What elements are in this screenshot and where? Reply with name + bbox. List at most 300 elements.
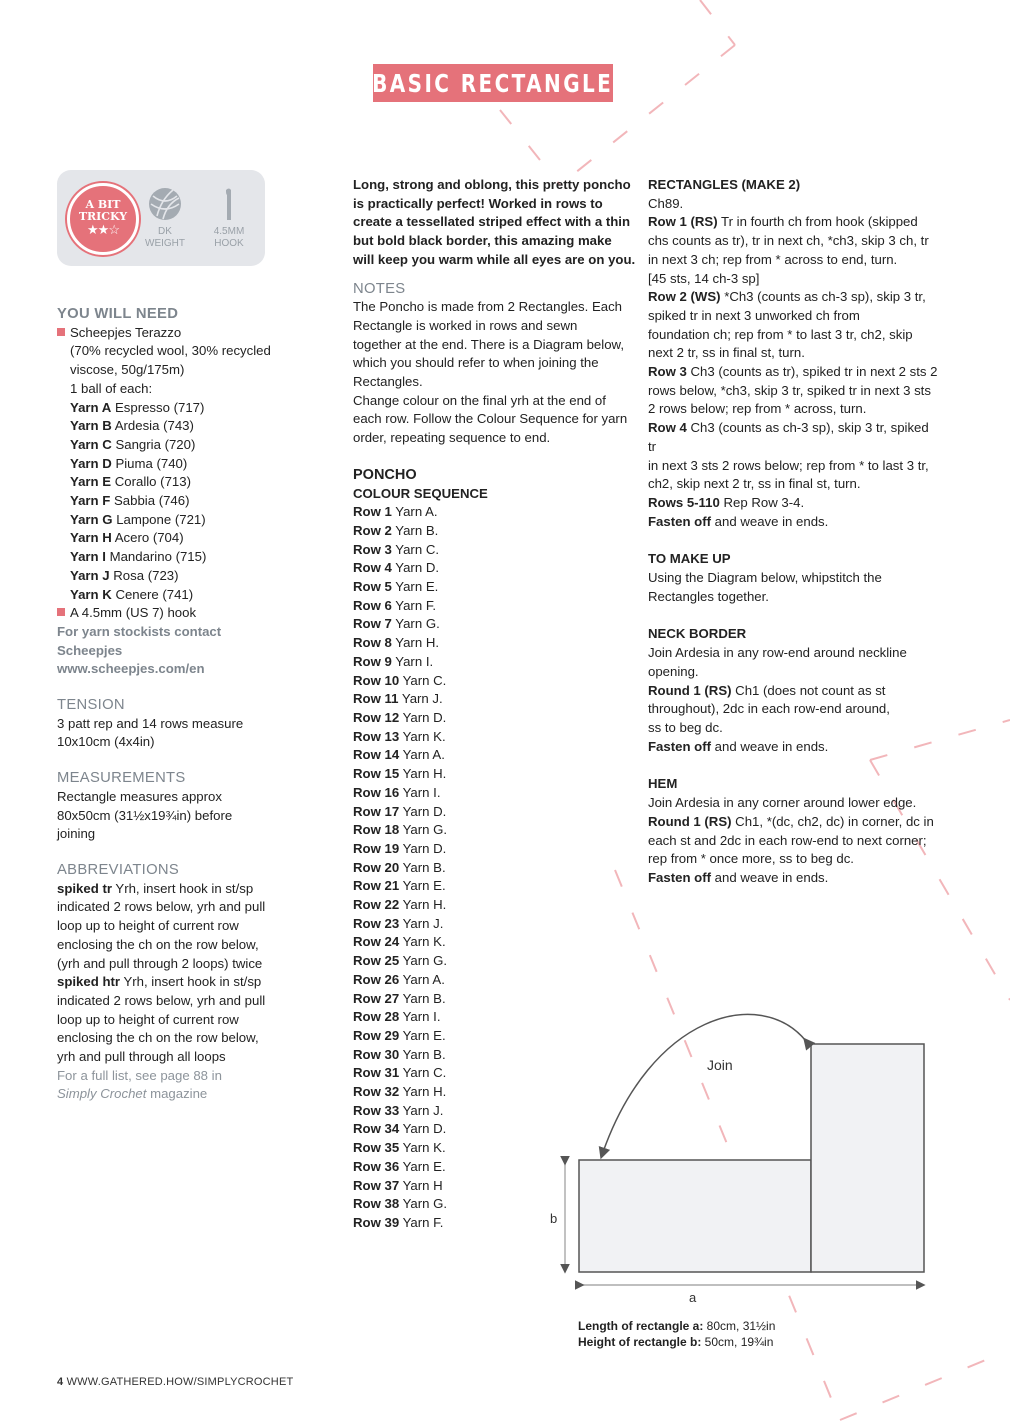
row-number: Row 26 — [353, 971, 400, 987]
row-number: Row 23 — [353, 915, 400, 931]
abbreviation-line-text: loop up to height of current row — [57, 918, 239, 934]
rectangles-line — [648, 195, 938, 214]
diagram-caption — [578, 1318, 775, 1350]
abbreviation-line — [57, 880, 297, 899]
yarn-letter: Yarn H — [70, 530, 112, 546]
row-number: Row 2 — [353, 522, 392, 538]
colour-sequence-row — [353, 522, 638, 541]
colour-sequence-row — [353, 859, 638, 878]
row-number: Row 16 — [353, 784, 400, 800]
neck-border-line — [648, 738, 938, 757]
row-number: Row 11 — [353, 691, 399, 707]
yarn-colour: Espresso (717) — [114, 399, 205, 415]
colour-sequence-heading: COLOUR SEQUENCE — [353, 485, 488, 501]
yarn-letter: Yarn A — [70, 399, 112, 415]
abbreviation-line-text: indicated 2 rows below, yrh and pull — [57, 899, 266, 915]
colour-sequence-row — [353, 952, 638, 971]
yarn-letter: Yarn I — [70, 549, 106, 565]
abbreviation-line-text: Yrh, insert hook in st/sp — [120, 974, 262, 990]
yarn-list-item — [57, 529, 297, 548]
rectangles-line-text: in next 3 sts 2 rows below; rep from * to last 3 tr, — [648, 457, 929, 473]
skill-line1: A BIT — [85, 198, 121, 211]
row-number: Row 30 — [353, 1046, 400, 1062]
poncho-heading: PONCHO — [353, 466, 417, 483]
yarn-list-item — [57, 511, 297, 530]
abbreviation-line — [57, 1029, 297, 1048]
row-yarn: Yarn D. — [395, 560, 440, 576]
page-footer — [57, 1376, 293, 1388]
height-label: Height of rectangle b: — [578, 1335, 702, 1349]
intro-line: create a tessellated striped effect with a thin — [353, 214, 631, 230]
row-number: Row 39 — [353, 1214, 400, 1230]
yarn-list-item — [57, 436, 297, 455]
row-yarn: Yarn F. — [395, 597, 437, 613]
footer-url[interactable]: WWW.GATHERED.HOW/SIMPLYCROCHET — [63, 1376, 294, 1388]
row-number: Row 37 — [353, 1177, 400, 1193]
row-yarn: Yarn I. — [395, 653, 434, 669]
yarn-letter: Yarn F — [70, 493, 111, 509]
neck-border-line — [648, 663, 938, 682]
intro-paragraph — [353, 176, 638, 270]
yarn-colour: Corallo (713) — [114, 474, 191, 490]
row-yarn: Yarn K. — [402, 728, 446, 744]
colour-sequence-row — [353, 690, 638, 709]
rectangles-line-text: Ch3 (counts as ch-3 sp), skip 3 tr, spiked tr — [648, 420, 929, 454]
length-value: 80cm, 31½in — [703, 1319, 776, 1333]
yarn-list-item — [57, 567, 297, 586]
row-number: Row 24 — [353, 934, 400, 950]
hem-line — [648, 832, 938, 851]
measurements-text: Rectangle measures approx — [57, 788, 222, 804]
row-number: Row 22 — [353, 897, 400, 913]
row-yarn: Yarn J. — [402, 915, 444, 931]
yarn-list-item — [57, 548, 297, 567]
rectangles-line-text: spiked tr in next 3 unworked ch from — [648, 307, 860, 323]
yarn-desc: viscose, 50g/175m) — [70, 362, 185, 378]
rectangles-line-text: ch2, skip next 2 tr, ss in final st, turn. — [648, 476, 861, 492]
rectangles-line — [648, 288, 938, 307]
colour-sequence-row — [353, 877, 638, 896]
row-yarn: Yarn C. — [402, 672, 447, 688]
rectangle-a — [579, 1160, 811, 1272]
bullet-square — [57, 328, 65, 336]
neck-border-line — [648, 644, 938, 663]
intro-line: is practically perfect! Worked in rows to — [353, 195, 603, 211]
row-yarn: Yarn C. — [395, 541, 440, 557]
row-yarn: Yarn H. — [402, 897, 447, 913]
row-yarn: Yarn E. — [402, 1158, 446, 1174]
intro-line: will keep you warm while all eyes are on you. — [353, 251, 636, 267]
row-yarn: Yarn G. — [402, 822, 448, 838]
rectangles-line — [648, 270, 938, 289]
colour-sequence-row — [353, 821, 638, 840]
colour-sequence-row — [353, 578, 638, 597]
hem-line — [648, 850, 938, 869]
row-number: Row 12 — [353, 709, 400, 725]
abbreviation-line — [57, 1011, 297, 1030]
intro-line: Long, strong and oblong, this pretty poncho — [353, 177, 631, 192]
rectangles-line-bold: Row 2 (WS) — [648, 289, 721, 305]
tension-text: 10x10cm (4x4in) — [57, 734, 155, 750]
notes-line: Change colour on the final yrh at the end of — [353, 392, 606, 408]
abbreviation-line — [57, 992, 297, 1011]
colour-sequence-row — [353, 933, 638, 952]
rectangles-line-text: next 2 tr, ss in final st, turn. — [648, 345, 805, 361]
row-number: Row 9 — [353, 653, 392, 669]
row-number: Row 14 — [353, 747, 400, 763]
rectangles-line — [648, 382, 938, 401]
rectangles-line-text: Ch89. — [648, 195, 684, 211]
measurements-text: 80x50cm (31½x19¾in) before — [57, 807, 233, 823]
colour-sequence-row — [353, 784, 638, 803]
abbreviation-line-text: yrh and pull through all loops — [57, 1049, 226, 1065]
yarn-letter: Yarn D — [70, 455, 112, 471]
yarn-letter: Yarn B — [70, 418, 112, 434]
page-number: 4 — [57, 1376, 64, 1388]
skill-line2: TRICKY — [78, 210, 128, 223]
colour-sequence-row — [353, 728, 638, 747]
colour-sequence-row — [353, 915, 638, 934]
notes-line: The Poncho is made from 2 Rectangles. Each — [353, 299, 623, 315]
rectangles-line — [648, 513, 938, 532]
rectangles-instructions — [648, 195, 938, 532]
hem-line-bold: Round 1 (RS) — [648, 813, 732, 829]
row-number: Row 3 — [353, 541, 392, 557]
yarn-list-item — [57, 455, 297, 474]
rectangles-line-text: rows below, *ch3, skip 3 tr, spiked tr in next 3 sts — [648, 382, 931, 398]
rectangles-line-bold: Fasten off — [648, 513, 712, 529]
notes-line: Rectangle is worked in rows and sewn — [353, 317, 578, 333]
colour-sequence-row — [353, 503, 638, 522]
neck-border-line-text: and weave in ends. — [711, 738, 829, 754]
hem-line-bold: Fasten off — [648, 869, 712, 885]
rectangles-line-text: chs counts as tr), tr in next ch, *ch3, skip 3 ch, tr — [648, 233, 929, 249]
neck-border-line-text: Join Ardesia in any row-end around neckline — [648, 645, 907, 661]
colour-sequence-row — [353, 709, 638, 728]
rectangles-line-text: 2 rows below; rep from * across, turn. — [648, 401, 867, 417]
abbreviation-line — [57, 1048, 297, 1067]
yarn-ball-icon — [147, 186, 183, 222]
neck-border-line — [648, 700, 938, 719]
hem-line-text: each st and 2dc in each row-end to next corner; — [648, 832, 927, 848]
notes-paragraph — [353, 298, 638, 448]
row-number: Row 10 — [353, 672, 400, 688]
yarn-colour: Rosa (723) — [113, 567, 179, 583]
abbreviation-line — [57, 936, 297, 955]
rectangles-line-text: and weave in ends. — [711, 513, 829, 529]
row-number: Row 25 — [353, 953, 400, 969]
stockists-text: For yarn stockists contact — [57, 623, 222, 639]
abbreviations-heading: ABBREVIATIONS — [57, 861, 180, 878]
hook-line2: HOOK — [214, 238, 244, 249]
row-number: Row 34 — [353, 1121, 400, 1137]
page-title-banner — [373, 64, 613, 102]
row-yarn: Yarn D. — [402, 709, 447, 725]
rectangle-b — [811, 1044, 924, 1272]
length-label: Length of rectangle a: — [578, 1319, 704, 1333]
row-yarn: Yarn E. — [402, 878, 446, 894]
right-column — [648, 176, 938, 888]
rectangles-line-text: foundation ch; rep from * to last 3 tr, ch2, skip — [648, 326, 913, 342]
notes-line: together at the end. There is a Diagram below, — [353, 336, 624, 352]
yarn-colour: Piuma (740) — [115, 455, 188, 471]
row-number: Row 33 — [353, 1102, 400, 1118]
abbreviation-line-bold: spiked tr — [57, 880, 112, 896]
tension-heading: TENSION — [57, 697, 125, 714]
row-yarn: Yarn C. — [402, 1065, 447, 1081]
yarn-weight-info — [135, 186, 195, 250]
bullet-square — [57, 608, 65, 616]
join-arrow — [602, 1014, 806, 1155]
yarn-colour: Cenere (741) — [115, 586, 194, 602]
neck-border-line — [648, 682, 938, 701]
rectangles-line — [648, 307, 938, 326]
colour-sequence-row — [353, 672, 638, 691]
yarn-letter: Yarn C — [70, 436, 112, 452]
yarn-brand: Scheepjes Terazzo — [70, 324, 182, 340]
hem-line-text: rep from * once more, ss to beg dc. — [648, 851, 854, 867]
row-yarn: Yarn K. — [402, 934, 446, 950]
weight-line1: DK — [158, 226, 172, 237]
abbreviation-line-text: (yrh and pull through 2 loops) twice — [57, 955, 263, 971]
hem-line-text: and weave in ends. — [711, 869, 829, 885]
dimension-b-label: b — [550, 1211, 558, 1226]
neck-border-line-text: throughout), 2dc in each row-end around, — [648, 701, 890, 717]
yarn-list — [57, 399, 297, 605]
row-yarn: Yarn G. — [402, 1196, 448, 1212]
row-number: Row 18 — [353, 822, 400, 838]
join-label: Join — [707, 1057, 733, 1073]
row-number: Row 15 — [353, 766, 400, 782]
yarn-colour: Sangria (720) — [115, 436, 196, 452]
join-diagram — [540, 1005, 940, 1305]
notes-line: each row. Follow the Colour Sequence for yarn — [353, 411, 628, 427]
rectangles-line-bold: Row 4 — [648, 420, 687, 436]
hem-line — [648, 869, 938, 888]
page-title: BASIC RECTANGLE — [372, 68, 614, 98]
row-yarn: Yarn J. — [401, 691, 443, 707]
rectangles-line-text: [45 sts, 14 ch-3 sp] — [648, 270, 760, 286]
row-yarn: Yarn B. — [402, 990, 446, 1006]
colour-sequence-row — [353, 746, 638, 765]
magazine-name: Simply Crochet — [57, 1086, 147, 1102]
abbreviation-line-text: indicated 2 rows below, yrh and pull — [57, 992, 266, 1008]
row-yarn: Yarn A. — [402, 747, 445, 763]
abbreviation-line — [57, 973, 297, 992]
row-number: Row 6 — [353, 597, 392, 613]
weight-line2: WEIGHT — [145, 238, 185, 249]
row-number: Row 17 — [353, 803, 400, 819]
abbreviation-line-text: loop up to height of current row — [57, 1011, 239, 1027]
make-up-line: Rectangles together. — [648, 588, 769, 604]
rectangles-line-text: *Ch3 (counts as ch-3 sp), skip 3 tr, — [720, 289, 926, 305]
row-number: Row 20 — [353, 859, 400, 875]
colour-sequence-row — [353, 653, 638, 672]
pattern-info-badge — [57, 170, 265, 266]
rectangles-line — [648, 232, 938, 251]
rectangles-line — [648, 344, 938, 363]
intro-line: but bold black border, this amazing make — [353, 233, 612, 249]
yarn-desc: (70% recycled wool, 30% recycled — [70, 343, 271, 359]
hem-heading: HEM — [648, 776, 678, 792]
rectangles-line — [648, 400, 938, 419]
row-yarn: Yarn K. — [402, 1140, 446, 1156]
colour-sequence-row — [353, 615, 638, 634]
yarn-colour: Sabbia (746) — [113, 493, 190, 509]
row-number: Row 31 — [353, 1065, 400, 1081]
row-yarn: Yarn E. — [395, 579, 439, 595]
row-number: Row 21 — [353, 878, 400, 894]
row-yarn: Yarn J. — [402, 1102, 444, 1118]
neck-border-line-text: Ch1 (does not count as st — [731, 682, 886, 698]
measurements-text: joining — [57, 826, 96, 842]
neck-border-line-text: opening. — [648, 663, 699, 679]
row-number: Row 35 — [353, 1140, 400, 1156]
row-yarn: Yarn B. — [402, 859, 446, 875]
neck-border-line — [648, 719, 938, 738]
rectangles-line-text: Rep Row 3-4. — [719, 494, 805, 510]
rectangles-line-bold: Row 1 (RS) — [648, 214, 718, 230]
rectangles-line-text: in next 3 ch; rep from * across to end, turn. — [648, 251, 898, 267]
hook-line1: 4.5MM — [213, 226, 245, 237]
hem-line-text: Join Ardesia in any corner around lower edge. — [648, 795, 917, 811]
notes-line: which you should refer to when joining the — [353, 355, 599, 371]
rectangles-line — [648, 326, 938, 345]
row-number: Row 38 — [353, 1196, 400, 1212]
you-will-need-heading: YOU WILL NEED — [57, 306, 179, 322]
neck-border-instructions — [648, 644, 938, 756]
full-list-note: For a full list, see page 88 in — [57, 1067, 222, 1083]
abbreviation-line-text: Yrh, insert hook in st/sp — [111, 880, 254, 896]
colour-sequence-row — [353, 597, 638, 616]
row-yarn: Yarn I. — [402, 784, 441, 800]
row-yarn: Yarn H. — [402, 1084, 447, 1100]
row-yarn: Yarn H. — [402, 766, 447, 782]
row-yarn: Yarn G. — [402, 953, 448, 969]
height-value: 50cm, 19¾in — [701, 1335, 774, 1349]
colour-sequence-row — [353, 765, 638, 784]
row-number: Row 5 — [353, 579, 392, 595]
tension-text: 3 patt rep and 14 rows measure — [57, 715, 244, 731]
notes-line: order, repeating sequence to end. — [353, 430, 551, 446]
rectangles-line — [648, 419, 938, 456]
row-yarn: Yarn H. — [395, 635, 440, 651]
hook-size-info — [199, 186, 259, 250]
crochet-hook-icon — [211, 186, 247, 222]
row-number: Row 28 — [353, 1009, 400, 1025]
rectangles-line — [648, 363, 938, 382]
abbreviation-line-text: enclosing the ch on the row below, — [57, 936, 259, 952]
stockists-link[interactable]: www.scheepjes.com/en — [57, 661, 205, 677]
hem-line — [648, 813, 938, 832]
yarn-letter: Yarn J — [70, 567, 110, 583]
row-number: Row 29 — [353, 1027, 400, 1043]
yarn-list-item — [57, 473, 297, 492]
neck-border-line-bold: Round 1 (RS) — [648, 682, 732, 698]
yarn-list-item — [57, 492, 297, 511]
colour-sequence-row — [353, 840, 638, 859]
neck-border-line-bold: Fasten off — [648, 738, 712, 754]
yarn-letter: Yarn G — [70, 511, 113, 527]
row-yarn: Yarn F. — [402, 1214, 444, 1230]
yarn-letter: Yarn K — [70, 586, 112, 602]
row-yarn: Yarn H — [402, 1177, 443, 1193]
row-yarn: Yarn D. — [402, 1121, 447, 1137]
rectangles-line-bold: Row 3 — [648, 364, 687, 380]
rectangles-line — [648, 475, 938, 494]
neck-border-line-text: ss to beg dc. — [648, 719, 723, 735]
row-number: Row 7 — [353, 616, 392, 632]
yarn-colour: Ardesia (743) — [114, 418, 194, 434]
make-up-heading: TO MAKE UP — [648, 551, 731, 567]
rectangles-line — [648, 251, 938, 270]
yarn-qty: 1 ball of each: — [70, 380, 153, 396]
rectangles-line-text: Tr in fourth ch from hook (skipped — [717, 214, 918, 230]
colour-sequence-row — [353, 541, 638, 560]
abbreviation-line-text: enclosing the ch on the row below, — [57, 1030, 259, 1046]
row-yarn: Yarn D. — [402, 803, 447, 819]
rectangles-line — [648, 457, 938, 476]
notes-heading: NOTES — [353, 280, 406, 297]
rectangles-heading: RECTANGLES (MAKE 2) — [648, 177, 801, 192]
full-list-note: Simply Crochet magazine — [57, 1086, 208, 1102]
dimension-a-label: a — [689, 1290, 697, 1305]
yarn-colour: Acero (704) — [114, 530, 184, 546]
measurements-heading: MEASUREMENTS — [57, 770, 186, 787]
row-number: Row 19 — [353, 840, 400, 856]
yarn-list-item — [57, 586, 297, 605]
row-yarn: Yarn I. — [402, 1009, 441, 1025]
row-number: Row 8 — [353, 635, 392, 651]
row-yarn: Yarn B. — [402, 1046, 446, 1062]
make-up-line: Using the Diagram below, whipstitch the — [648, 570, 882, 586]
rectangles-line — [648, 494, 938, 513]
abbreviation-line — [57, 955, 297, 974]
colour-sequence-row — [353, 896, 638, 915]
row-yarn: Yarn B. — [395, 522, 439, 538]
hem-line-text: Ch1, *(dc, ch2, dc) in corner, dc in — [731, 813, 934, 829]
row-yarn: Yarn E. — [402, 1027, 446, 1043]
row-yarn: Yarn A. — [395, 504, 438, 520]
skill-level-badge — [67, 183, 139, 255]
rectangles-line-bold: Rows 5-110 — [648, 494, 720, 510]
make-up-instructions — [648, 569, 938, 606]
colour-sequence-row — [353, 971, 638, 990]
abbreviation-line-bold: spiked htr — [57, 974, 121, 990]
row-number: Row 13 — [353, 728, 400, 744]
skill-stars: ★★☆ — [87, 222, 119, 237]
stockists-brand: Scheepjes — [57, 642, 123, 658]
abbreviation-line — [57, 917, 297, 936]
row-yarn: Yarn A. — [402, 971, 445, 987]
colour-sequence-row — [353, 634, 638, 653]
notes-line: Rectangles. — [353, 374, 423, 390]
hem-instructions — [648, 794, 938, 888]
rectangles-line-text: Ch3 (counts as tr), spiked tr in next 2 sts 2 — [686, 364, 938, 380]
yarn-list-item — [57, 399, 297, 418]
row-number: Row 36 — [353, 1158, 400, 1174]
abbreviations-list — [57, 880, 297, 1067]
row-yarn: Yarn D. — [402, 840, 447, 856]
hem-line — [648, 794, 938, 813]
yarn-list-item — [57, 417, 297, 436]
left-column — [57, 305, 297, 1104]
yarn-colour: Lampone (721) — [116, 511, 206, 527]
yarn-colour: Mandarino (715) — [109, 549, 207, 565]
colour-sequence-row — [353, 803, 638, 822]
row-number: Row 32 — [353, 1084, 400, 1100]
row-number: Row 27 — [353, 990, 400, 1006]
